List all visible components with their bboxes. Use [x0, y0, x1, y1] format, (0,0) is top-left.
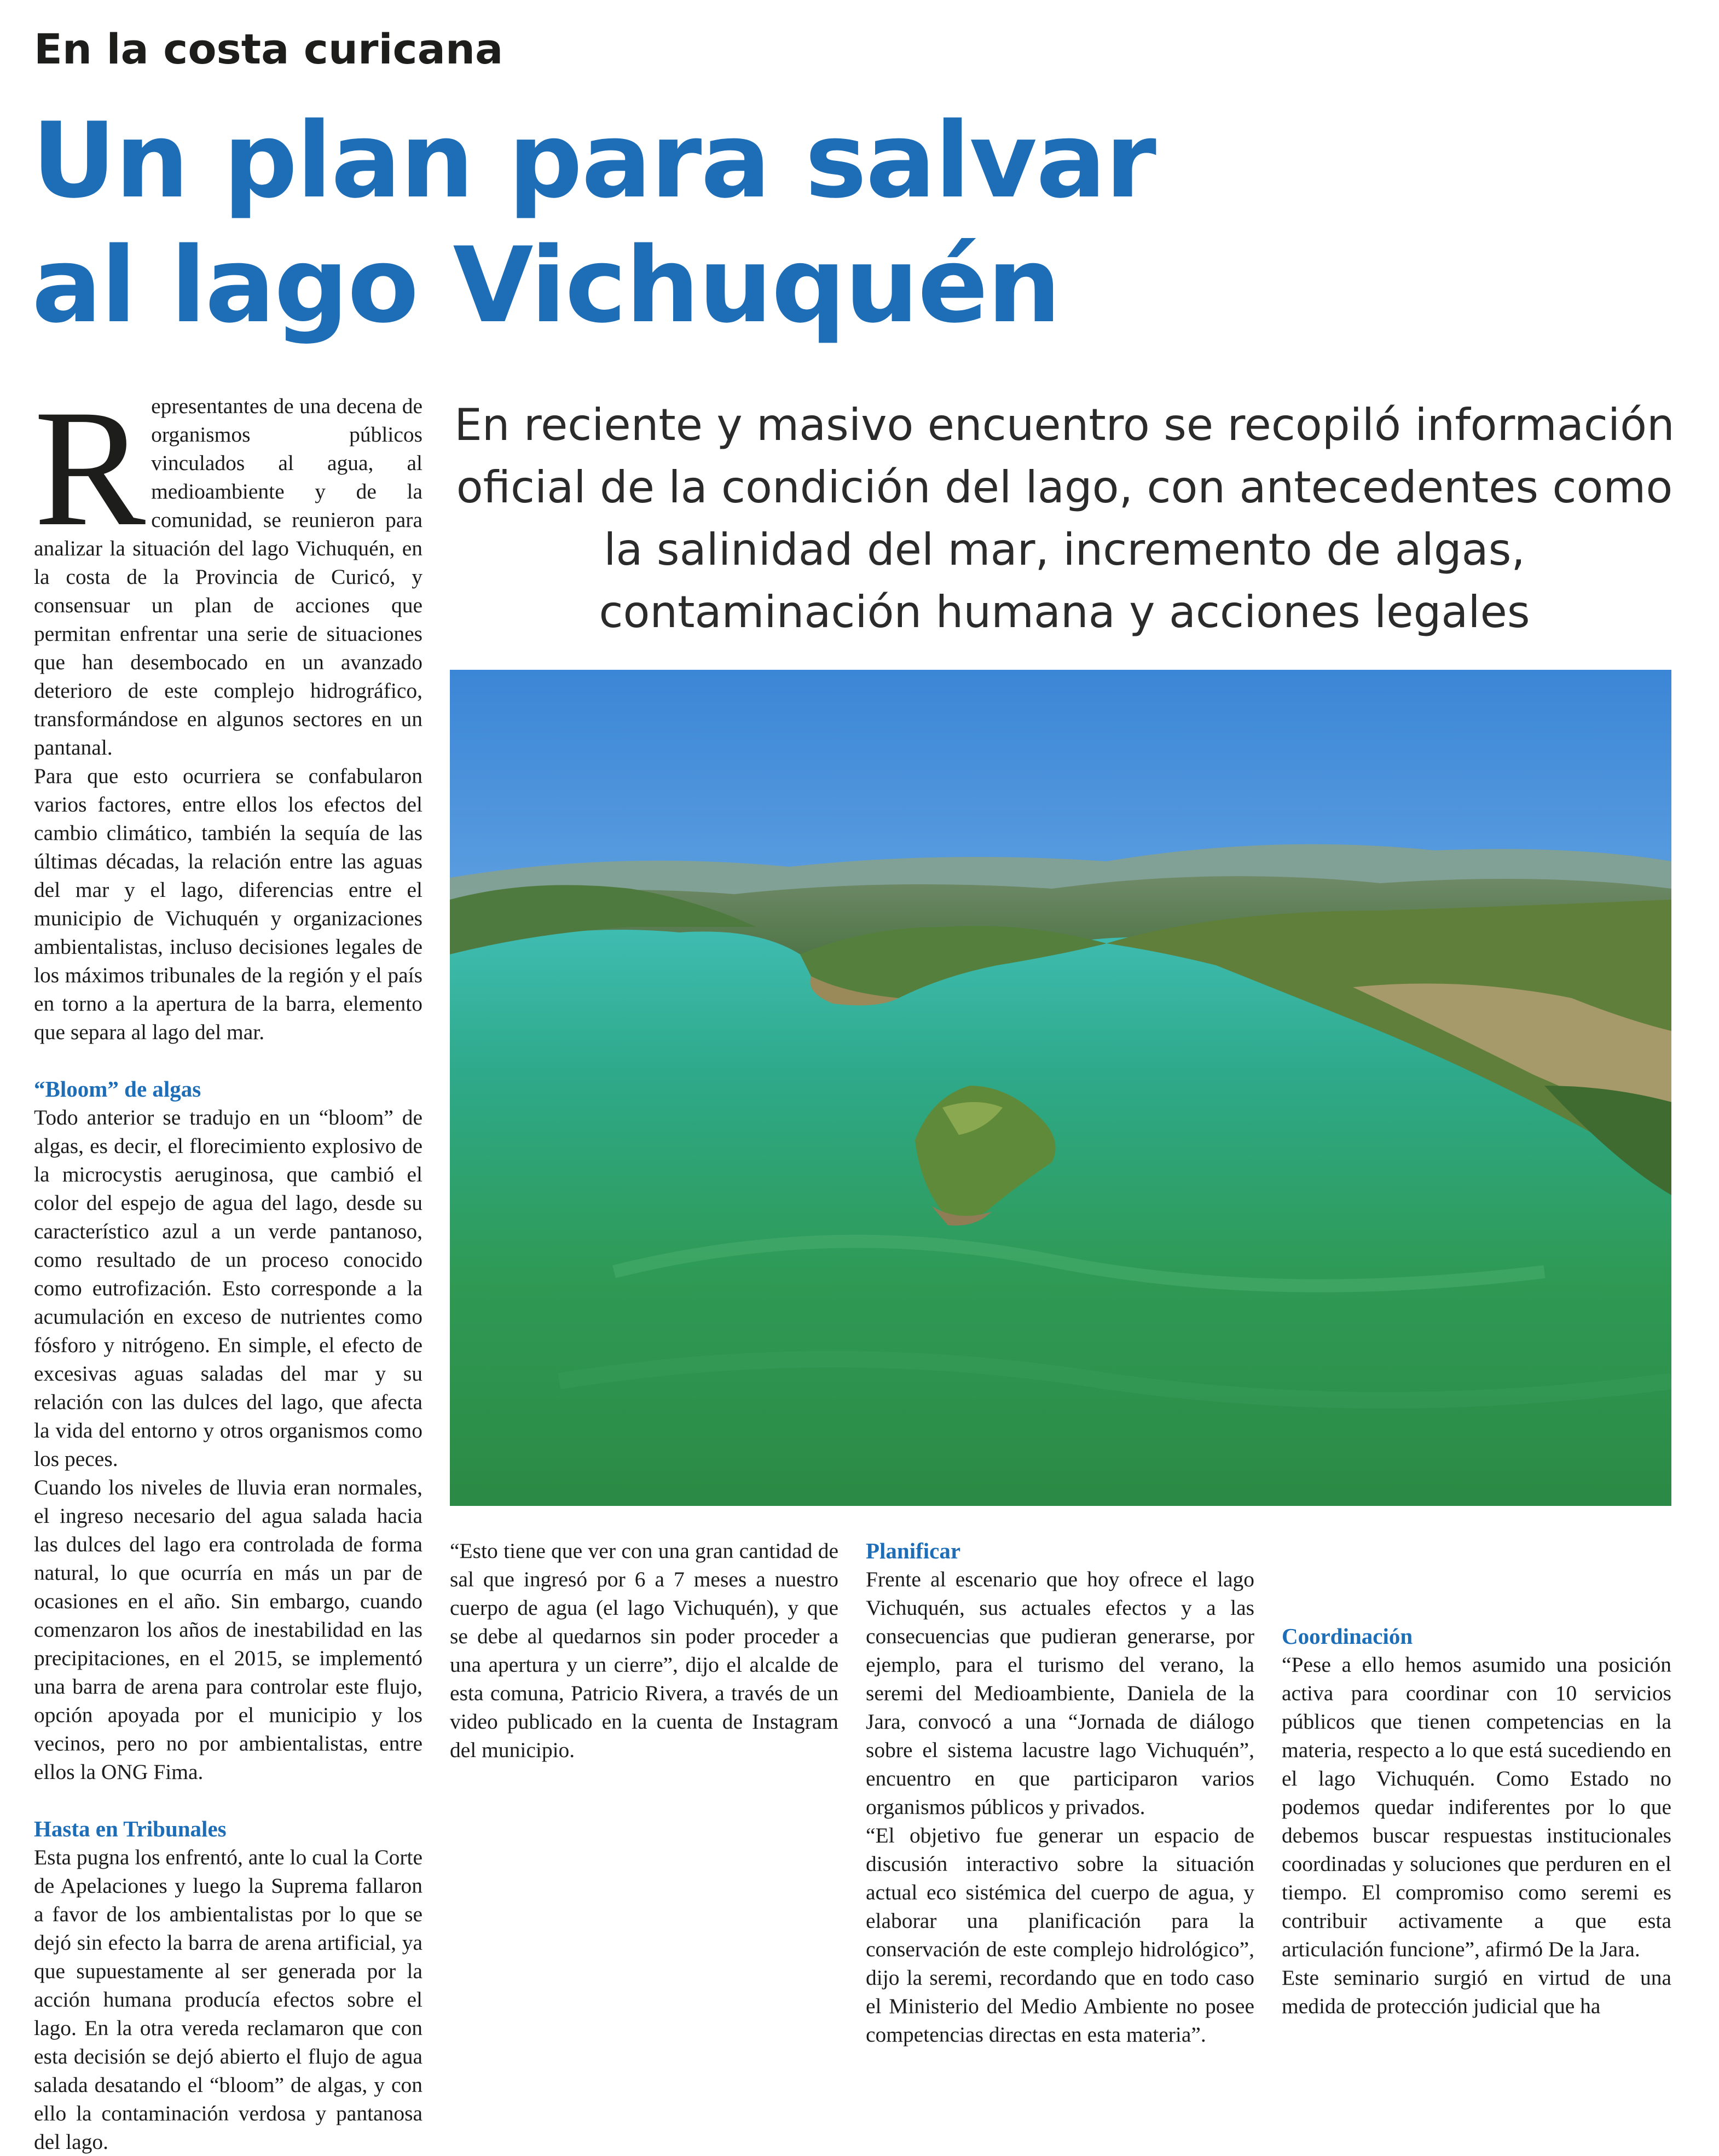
subheading-tribunales: Hasta en Tribunales	[34, 1816, 227, 1841]
article-column-1	[34, 375, 422, 2156]
kicker: En la costa curicana	[34, 25, 503, 73]
article-paragraph: epresentantes de una decena de organismos públicos vinculados al agua, al medioambiente y de la comunidad, se reunieron para analizar la situación del lago Vichuquén, en la costa de la Provincia de Curicó, y consensuar un plan de acciones que permitan enfrentar una serie de situaciones que han desembocado en un avanzado deterioro de este complejo hidrográfico, transformándose en algunos sectores en un pantanal.	[34, 394, 422, 760]
lake-aerial-photo	[450, 670, 1671, 1506]
headline-line-1: Un plan para salvar	[32, 100, 1155, 221]
article-column-3	[866, 1537, 1254, 2049]
article-paragraph: “Pese a ello hemos asumido una posición activa para coordinar con 10 servicios públicos que tienen competencias en la materia, respecto a lo que está sucediendo en el lago Vichuquén. Como Estado no podemos quedar indiferentes por lo que debemos buscar respuestas institucionales coordinadas y soluciones que perduren en el tiempo. El compromiso como seremi es contribuir activamente a que esta articulación funcione”, afirmó De la Jara.	[1282, 1653, 1671, 1961]
subheading-bloom: “Bloom” de algas	[34, 1076, 201, 1102]
deck-subtitle: En reciente y masivo encuentro se recopiló información oficial de la condición del lago, con antecedentes como la salinidad del mar, incremento de algas, contaminación humana y acciones legales	[454, 399, 1675, 637]
drop-cap: R	[34, 375, 146, 561]
article-paragraph: “El objetivo fue generar un espacio de discusión interactivo sobre la situación actual eco sistémica del cuerpo de agua, y elaborar una planificación para la conservación de este complejo hidrológico”, dijo la seremi, recordando que en todo caso el Ministerio del Medio Ambiente no posee competencias directas en esta materia”.	[866, 1823, 1254, 2047]
article-paragraph: Cuando los niveles de lluvia eran normales, el ingreso necesario del agua salada hacia las dulces del lago era controlada de forma natural, lo que ocurría en más un par de ocasiones en el año. Sin embargo, cuando comenzaron los años de inestabilidad en las precipitaciones, en el 2015, se implementó una barra de arena para controlar este flujo, opción apoyada por el municipio y los vecinos, pero no por ambientalistas, entre ellos la ONG Fima.	[34, 1475, 422, 1784]
article-paragraph: Para que esto ocurriera se confabularon varios factores, entre ellos los efectos del cambio climático, también la sequía de las últimas décadas, la relación entre las aguas del mar y el lago, diferencias entre el municipio de Vichuquén y organizaciones ambientalistas, incluso decisiones legales de los máximos tribunales de la región y el país en torno a la apertura de la barra, elemento que separa al lago del mar.	[34, 764, 422, 1044]
article-column-2	[450, 1537, 838, 1764]
headline-line-2: al lago Vichuquén	[32, 225, 1060, 346]
subheading-coordinacion: Coordinación	[1282, 1624, 1413, 1649]
article-paragraph: Frente al escenario que hoy ofrece el lago Vichuquén, sus actuales efectos y a las consecuencias que pudieran generarse, por ejemplo, para el turismo del verano, la seremi del Medioambiente, Daniela de la Jara, convocó a una “Jornada de diálogo sobre el sistema lacustre lago Vichuquén”, encuentro en que participaron varios organismos públicos y privados.	[866, 1567, 1254, 1819]
article-paragraph: Todo anterior se tradujo en un “bloom” de algas, es decir, el florecimiento explosivo de la microcystis aeruginosa, que cambió el color del espejo de agua del lago, desde su característico azul a un verde pantanoso, como resultado de un proceso conocido como eutrofización. Esto corresponde a la acumulación en exceso de nutrientes como fósforo y nitrógeno. En simple, el efecto de excesivas aguas saladas del mar y su relación con las dulces del lago, que afecta la vida del entorno y otros organismos como los peces.	[34, 1105, 422, 1471]
article-paragraph: “Esto tiene que ver con una gran cantidad de sal que ingresó por 6 a 7 meses a nuestro cuerpo de agua (el lago Vichuquén), y que se debe al quedarnos sin poder proceder a una apertura y un cierre”, dijo el alcalde de esta comuna, Patricio Rivera, a través de un video publicado en la cuenta de Instagram del municipio.	[450, 1539, 838, 1762]
article-paragraph: Esta pugna los enfrentó, ante lo cual la Corte de Apelaciones y luego la Suprema fallaron a favor de los ambientalistas por lo que se dejó sin efecto la barra de arena artificial, ya que supuestamente al ser generada por la acción humana producía efectos sobre el lago. En la otra vereda reclamaron que con esta decisión se dejó abierto el flujo de agua salada desatando el “bloom” de algas, y con ello la contaminación verdosa y pantanosa del lago.	[34, 1845, 422, 2154]
article-column-4	[1282, 1622, 1671, 2020]
article-paragraph: Este seminario surgió en virtud de una medida de protección judicial que ha	[1282, 1966, 1671, 2018]
headline	[32, 98, 1236, 348]
subheading-planificar: Planificar	[866, 1538, 961, 1563]
